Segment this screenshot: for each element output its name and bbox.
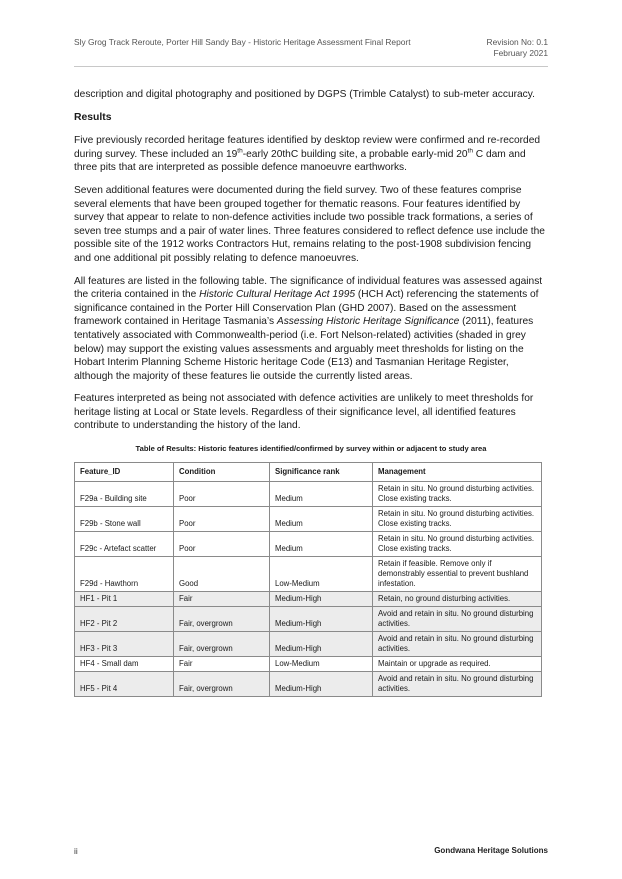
body-content xyxy=(74,88,548,697)
cell-feature-id: HF3 - Pit 3 xyxy=(75,631,174,656)
header-significance-rank: Significance rank xyxy=(270,462,373,481)
p3-text-c: (2011), features tentatively associated with Commonwealth-period (i.e. Fort Nelson-related) activities (shaded in grey below) may support the existing values assessments and arguably meet thresholds for listing on the Hobart Interim Planning Scheme Historic heritage Code (E13) and Tasmanian Heritage Register, although the majority of these features lie outside the currently listed areas. xyxy=(74,316,534,382)
cell-feature-id: HF5 - Pit 4 xyxy=(75,671,174,696)
cell-condition: Fair, overgrown xyxy=(174,671,270,696)
cell-significance-rank: Low-Medium xyxy=(270,656,373,671)
cell-management: Retain in situ. No ground disturbing activities. Close existing tracks. xyxy=(373,531,542,556)
p1-text-b: -early 20thC building site, a probable early-mid 20 xyxy=(242,148,468,160)
table-row xyxy=(75,591,542,606)
p1-sup-1: th xyxy=(237,147,243,155)
footer-page-number: ii xyxy=(74,846,78,856)
p3-framework-title: Assessing Historic Heritage Significance xyxy=(276,316,460,328)
cell-feature-id: F29d - Hawthorn xyxy=(75,556,174,591)
table-row xyxy=(75,606,542,631)
p3-text-b: (HCH Act) referencing the statements of significance contained in the Porter Hill Conservation Plan (GHD 2007). Based on the assessment framework contained in Heritage Tasmania’s xyxy=(74,289,539,328)
table-row xyxy=(75,556,542,591)
p3-act-title: Historic Cultural Heritage Act 1995 xyxy=(199,289,356,301)
table-row xyxy=(75,506,542,531)
cell-feature-id: F29b - Stone wall xyxy=(75,506,174,531)
cell-significance-rank: Medium-High xyxy=(270,591,373,606)
table-row xyxy=(75,531,542,556)
cell-significance-rank: Medium xyxy=(270,506,373,531)
header-feature-id: Feature_ID xyxy=(75,462,174,481)
cell-condition: Fair xyxy=(174,656,270,671)
cell-condition: Poor xyxy=(174,506,270,531)
results-table xyxy=(74,462,542,697)
p1-sup-2: th xyxy=(467,147,473,155)
table-caption: Table of Results: Historic features identified/confirmed by survey within or adjacent to study area xyxy=(135,444,487,454)
cell-condition: Poor xyxy=(174,531,270,556)
header-revision-block xyxy=(487,37,548,59)
cell-condition: Fair, overgrown xyxy=(174,606,270,631)
cell-management: Retain in situ. No ground disturbing activities. Close existing tracks. xyxy=(373,481,542,506)
cell-management: Avoid and retain in situ. No ground disturbing activities. xyxy=(373,631,542,656)
paragraph-additional-features: Seven additional features were documented during the field survey. Two of these features comprise several elements that have been grouped together for thematic reasons. Four features identified by survey that appear to relate to non-defence activities include two possible track formations, a series of seven tree stumps and a pair of water lines. Three features considered to reflect defence use include the possible site of the 1912 works Contractors Hut, remains relating to the post-1908 subdivision fencing and one additional pit possibly relating to defence manoeuvres. xyxy=(74,184,545,264)
cell-feature-id: F29c - Artefact scatter xyxy=(75,531,174,556)
header-title: Sly Grog Track Reroute, Porter Hill Sandy Bay - Historic Heritage Assessment Final Report xyxy=(74,37,411,47)
cell-management: Retain in situ. No ground disturbing activities. Close existing tracks. xyxy=(373,506,542,531)
cell-significance-rank: Medium xyxy=(270,481,373,506)
paragraph-non-defence: Features interpreted as being not associated with defence activities are unlikely to meet thresholds for heritage listing at Local or State levels. Regardless of their significance level, all identified features contribute to understanding the history of the land. xyxy=(74,393,534,432)
table-row xyxy=(75,481,542,506)
header-condition: Condition xyxy=(174,462,270,481)
cell-significance-rank: Low-Medium xyxy=(270,556,373,591)
cell-feature-id: F29a - Building site xyxy=(75,481,174,506)
table-row xyxy=(75,656,542,671)
cell-condition: Fair xyxy=(174,591,270,606)
cell-significance-rank: Medium xyxy=(270,531,373,556)
cell-condition: Fair, overgrown xyxy=(174,631,270,656)
cell-condition: Good xyxy=(174,556,270,591)
table-row xyxy=(75,671,542,696)
cell-feature-id: HF4 - Small dam xyxy=(75,656,174,671)
intro-paragraph: description and digital photography and positioned by DGPS (Trimble Catalyst) to sub-meter accuracy. xyxy=(74,89,535,100)
footer-company: Gondwana Heritage Solutions xyxy=(434,846,548,855)
header-date: February 2021 xyxy=(493,48,548,58)
cell-management: Avoid and retain in situ. No ground disturbing activities. xyxy=(373,671,542,696)
header-management: Management xyxy=(373,462,542,481)
header-divider xyxy=(74,66,548,67)
header-revision: Revision No: 0.1 xyxy=(486,37,548,47)
cell-significance-rank: Medium-High xyxy=(270,606,373,631)
cell-management: Retain, no ground disturbing activities. xyxy=(373,591,542,606)
cell-condition: Poor xyxy=(174,481,270,506)
results-heading: Results xyxy=(74,111,112,123)
cell-feature-id: HF1 - Pit 1 xyxy=(75,591,174,606)
paragraph-significance xyxy=(74,275,548,384)
table-header-row xyxy=(75,462,542,481)
cell-significance-rank: Medium-High xyxy=(270,631,373,656)
p1-text-a: Five previously recorded heritage features identified by desktop review were confirmed and re-recorded during survey. These included an 19 xyxy=(74,135,541,160)
cell-significance-rank: Medium-High xyxy=(270,671,373,696)
cell-management: Retain if feasible. Remove only if demonstrably essential to prevent bushland infestation. xyxy=(373,556,542,591)
p1-text-c: C dam and three pits that are interpreted as possible defence manoeuvre earthworks. xyxy=(74,148,526,174)
cell-management: Maintain or upgrade as required. xyxy=(373,656,542,671)
cell-feature-id: HF2 - Pit 2 xyxy=(75,606,174,631)
p3-text-a: All features are listed in the following table. The significance of individual features was assessed against the criteria contained in the xyxy=(74,275,543,301)
table-row xyxy=(75,631,542,656)
cell-management: Avoid and retain in situ. No ground disturbing activities. xyxy=(373,606,542,631)
paragraph-previous-features xyxy=(74,134,548,175)
